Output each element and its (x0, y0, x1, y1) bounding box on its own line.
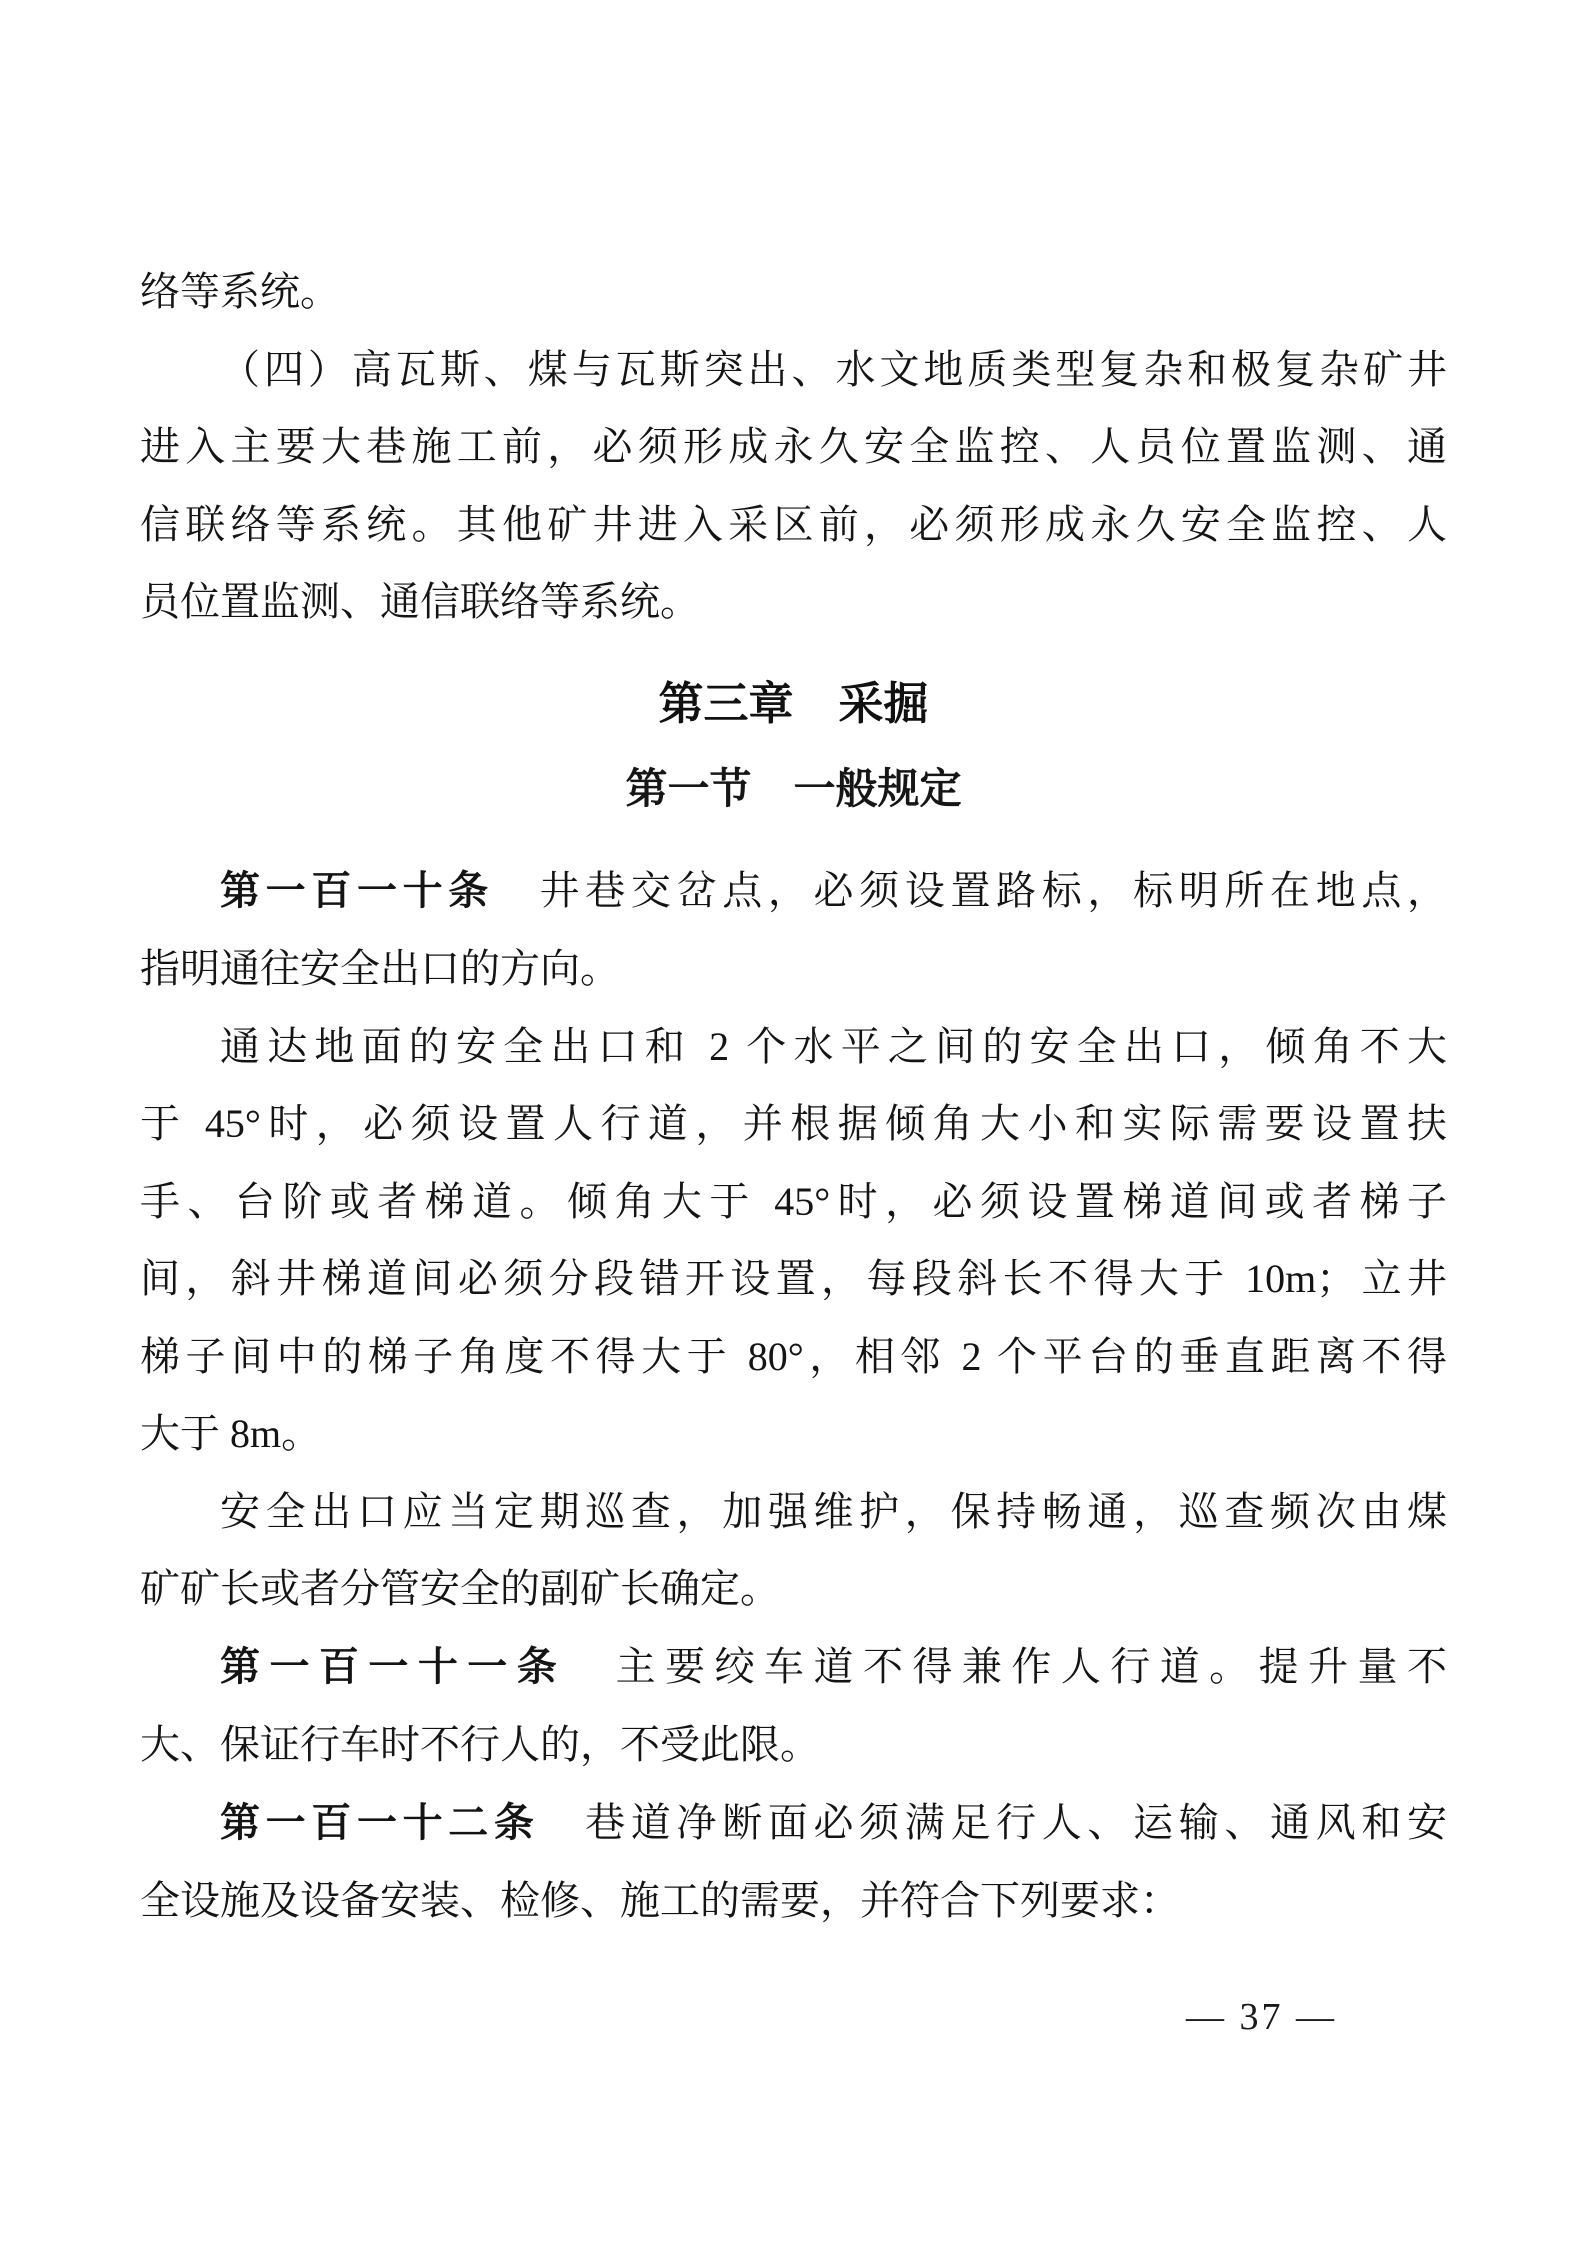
paragraph (140, 1628, 1447, 1784)
text-line: 络等系统。 (140, 269, 340, 314)
text-line: 间，斜井梯道间必须分段错开设置，每段斜长不得大于 10m；立井 (140, 1256, 1447, 1301)
text-line: 通达地面的安全出口和 2 个水平之间的安全出口，倾角不大 (220, 1023, 1447, 1069)
paragraph (140, 253, 1447, 331)
paragraph (140, 1784, 1447, 1940)
chapter-heading: 第三章 采掘 (658, 677, 929, 729)
text-line: 于 45°时，必须设置人行道，并根据倾角大小和实际需要设置扶 (140, 1101, 1447, 1146)
text-line: 员位置监测、通信联络等系统。 (140, 579, 700, 624)
text-line: 大于 8m。 (140, 1411, 322, 1456)
text-line: 指明通往安全出口的方向。 (140, 946, 620, 991)
paragraph (140, 852, 1447, 1008)
page-number: — 37 — (1186, 1996, 1337, 2038)
article-number: 第一百一十条 (220, 868, 494, 913)
paragraph (140, 331, 1447, 641)
text-line: 手、台阶或者梯道。倾角大于 45°时，必须设置梯道间或者梯子 (140, 1178, 1447, 1224)
text-line: 安全出口应当定期巡查，加强维护，保持畅通，巡查频次由煤 (220, 1488, 1447, 1534)
section-heading: 第一节 一般规定 (625, 767, 962, 813)
paragraph (140, 1008, 1447, 1473)
text-line: （四）高瓦斯、煤与瓦斯突出、水文地质类型复杂和极复杂矿井 (220, 346, 1447, 392)
document-body (140, 253, 1447, 1940)
text-line: 第一百一十条 井巷交岔点，必须设置路标，标明所在地点， (220, 867, 1448, 913)
text-line: 大、保证行车时不行人的，不受此限。 (140, 1722, 820, 1767)
article-number: 第一百一十二条 (220, 1800, 540, 1845)
text-line: 第一百一十一条 主要绞车道不得兼作人行道。提升量不 (220, 1643, 1448, 1689)
article-number: 第一百一十一条 (220, 1644, 567, 1689)
text-line: 梯子间中的梯子角度不得大于 80°，相邻 2 个平台的垂直距离不得 (140, 1333, 1447, 1379)
text-line: 信联络等系统。其他矿井进入采区前，必须形成永久安全监控、人 (140, 501, 1447, 547)
text-line: 矿矿长或者分管安全的副矿长确定。 (140, 1566, 780, 1611)
text-line: 进入主要大巷施工前，必须形成永久安全监控、人员位置监测、通 (140, 424, 1447, 469)
paragraph (140, 1473, 1447, 1628)
text-line: 全设施及设备安装、检修、施工的需要，并符合下列要求： (140, 1878, 1180, 1923)
text-line: 第一百一十二条 巷道净断面必须满足行人、运输、通风和安 (220, 1799, 1448, 1845)
